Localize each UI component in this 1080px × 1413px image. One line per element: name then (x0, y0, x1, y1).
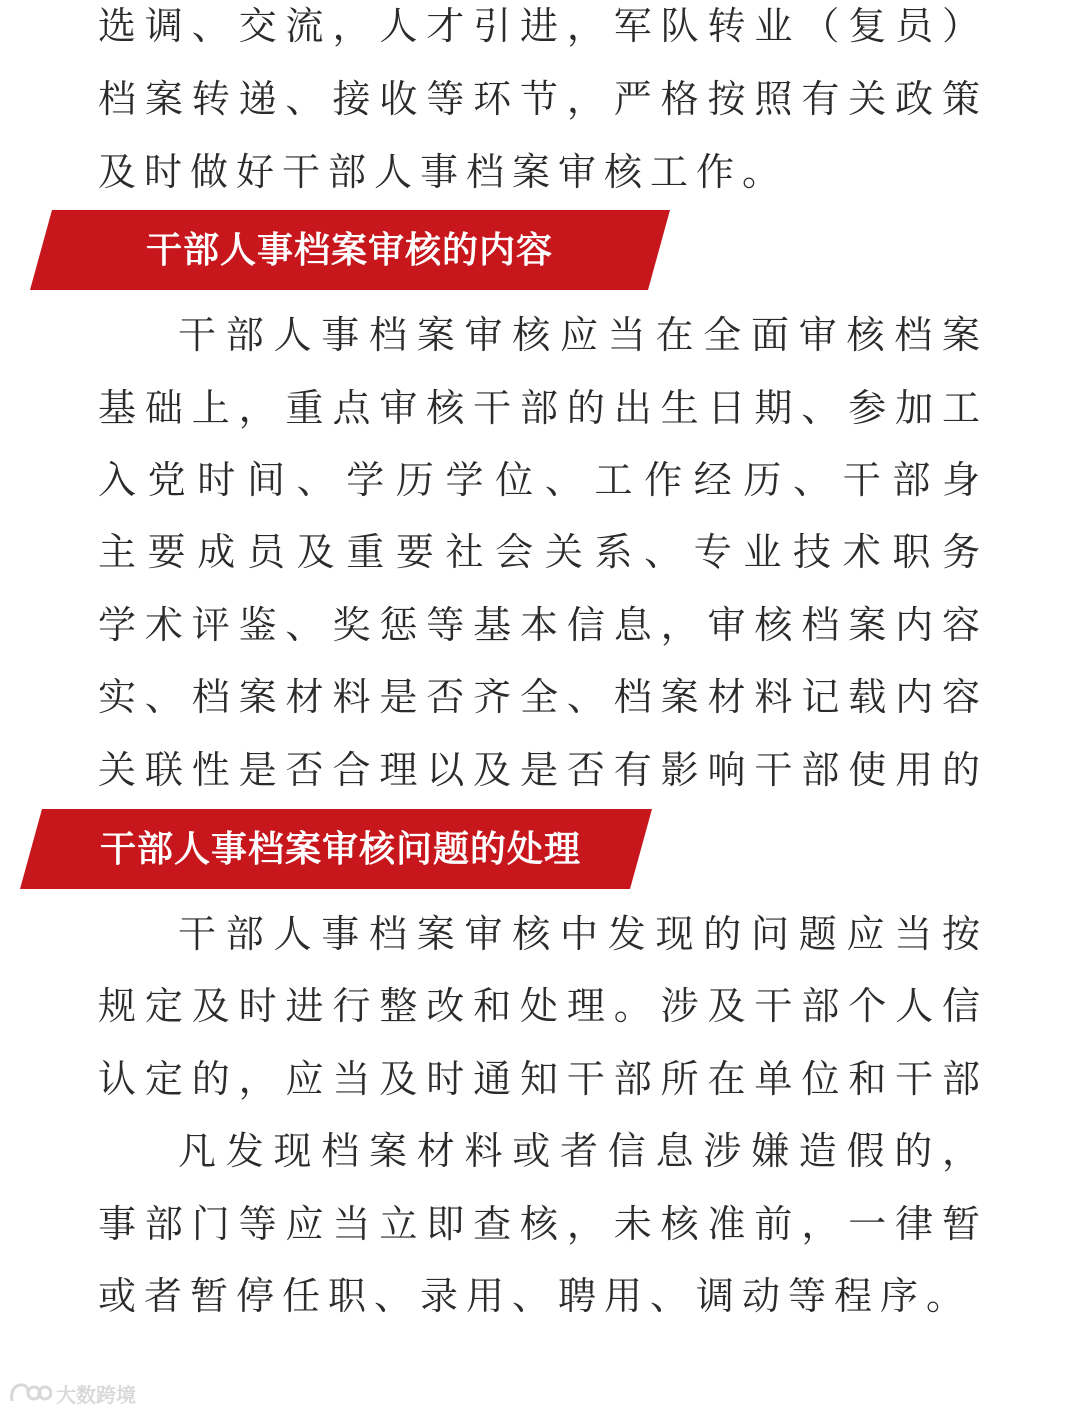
paragraph-line: 或者暂停任职、录用、聘用、调动等程序。 (98, 1274, 973, 1318)
paragraph-line: 凡发现档案材料或者信息涉嫌造假的， (178, 1129, 988, 1173)
paragraph-line: 主要成员及重要社会关系、专业技术职务 (98, 530, 988, 574)
paragraph-line: 事部门等应当立即查核，未核准前，一律暂 (98, 1202, 988, 1246)
paragraph-line: 认定的，应当及时通知干部所在单位和干部 (98, 1057, 988, 1101)
section-title: 干部人事档案审核的内容 (146, 229, 554, 271)
paragraph-line: 干部人事档案审核应当在全面审核档案 (178, 313, 988, 357)
paragraph-line: 干部人事档案审核中发现的问题应当按 (178, 912, 988, 956)
intro-line: 选调、交流，人才引进，军队转业（复员） (98, 4, 988, 48)
paragraph-line: 入党时间、学历学位、工作经历、干部身 (98, 458, 988, 502)
paragraph-line: 规定及时进行整改和处理。涉及干部个人信 (98, 984, 988, 1028)
section-title: 干部人事档案审核问题的处理 (100, 828, 582, 870)
section-banner-content (30, 210, 670, 290)
intro-line: 档案转递、接收等环节，严格按照有关政策 (98, 77, 988, 121)
paragraph-line: 学术评鉴、奖惩等基本信息，审核档案内容 (98, 603, 988, 647)
section-banner-problems (20, 809, 652, 889)
paragraph-line: 实、档案材料是否齐全、档案材料记载内容 (98, 675, 988, 719)
paragraph-line: 基础上，重点审核干部的出生日期、参加工 (98, 386, 988, 430)
intro-line: 及时做好干部人事档案审核工作。 (98, 150, 789, 194)
watermark (8, 1378, 136, 1408)
watermark-text: 大数跨境 (56, 1382, 136, 1407)
paragraph-line: 关联性是否合理以及是否有影响干部使用的 (98, 748, 988, 792)
dashuju-logo-icon (8, 1381, 52, 1405)
